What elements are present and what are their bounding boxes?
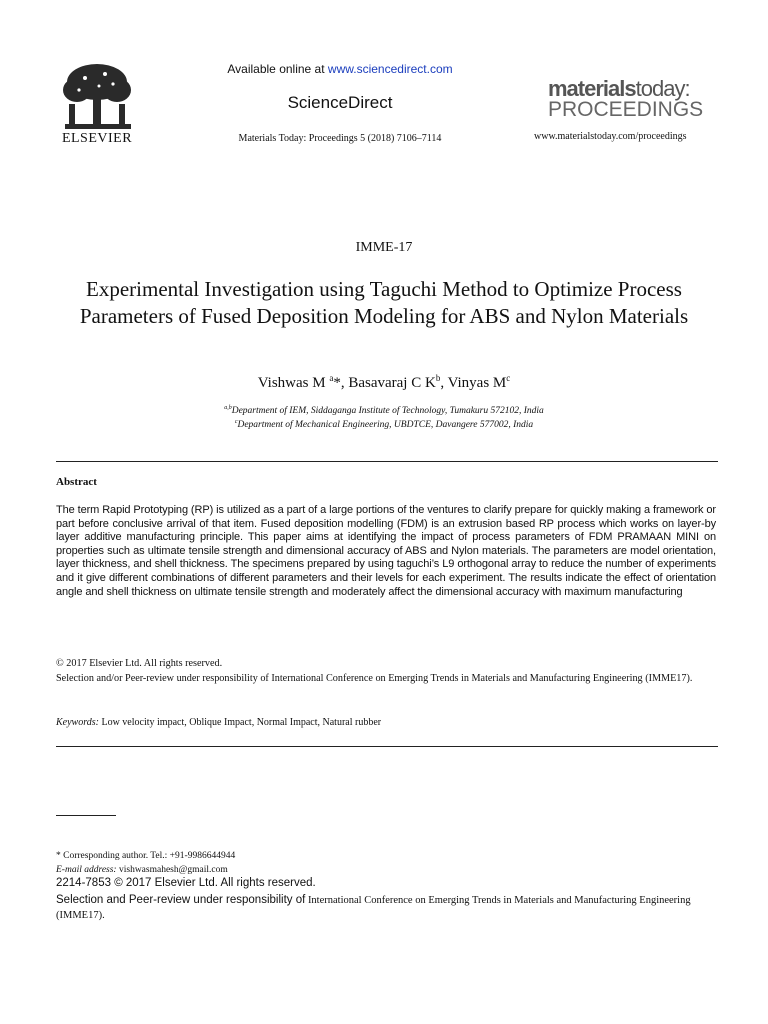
elsevier-wordmark: ELSEVIER	[61, 131, 133, 146]
divider	[56, 746, 718, 747]
paper-title: Experimental Investigation using Taguchi Method to Optimize Process Parameters of Fused Deposition Modeling for ABS and Nylon Materials	[79, 277, 689, 328]
keywords-line	[56, 717, 381, 728]
copyright-line: © 2017 Elsevier Ltd. All rights reserved.	[56, 658, 223, 669]
journal-reference: Materials Today: Proceedings 5 (2018) 7106–7114	[238, 133, 442, 144]
affiliation	[0, 405, 768, 416]
affiliation	[0, 419, 768, 430]
copyright-block	[56, 657, 716, 686]
mt-logo-proceedings: PROCEEDINGS	[548, 98, 704, 121]
sciencedirect-brand: ScienceDirect	[287, 93, 393, 112]
divider	[56, 461, 718, 462]
affiliation-sup: c	[234, 419, 238, 425]
affiliation-text: Department of IEM, Siddaganga Institute of Technology, Tumakuru 572102, India	[231, 406, 544, 417]
conference-label: IMME-17	[355, 240, 413, 255]
available-online-line	[0, 62, 680, 76]
abstract-body: The term Rapid Prototyping (RP) is utilized as a part of a large portions of the ventures to clarify prepare for quickly making a framework or part before conclusive arrival of that item. Fused deposition modelling (FDM) is an extrusion based RP process which works on layer-by layer additive manufacturing principle. This paper aims at identifying the impact of process parameters of FDM PRAMAAN MINI on properties such as ultimate tensile strength and dimensional accuracy of ABS and Nylon materials. The parameters are model orientation, layer thickness, and shell thickness. The specimens prepared by using taguchi’s L9 orthogonal array to reduce the number of experiments and it give different combinations of different parameters and their levels for each experiment. The results indicate the effect of orientation angle and shell thickness on ultimate tensile strength and moderately affect the dimensional accuracy with maximum manufacturing	[56, 504, 716, 598]
affiliation-sup: a,b	[224, 405, 232, 411]
author-sup: a	[329, 373, 334, 383]
email-address[interactable]: vishwasmahesh@gmail.com	[116, 865, 228, 875]
materials-today-url[interactable]: www.materialstoday.com/proceedings	[534, 131, 687, 142]
peer-review-line: Selection and/or Peer-review under responsibility of International Conference on Emerging Trends in Materials and Manufacturing Engineering (IMME17).	[56, 672, 693, 684]
mt-logo-bold: materials	[548, 76, 636, 101]
materials-today-logo	[548, 78, 703, 120]
selection-lead: Selection and Peer-review under responsibility of	[56, 894, 306, 906]
abstract-heading: Abstract	[56, 476, 97, 488]
author-name: Basavaraj C K	[348, 375, 436, 391]
footnote-rule	[56, 815, 116, 816]
mt-logo-light: today:	[635, 76, 690, 101]
selection-rest: International Conference on Emerging Trends in Materials and Manufacturing Engineering (IMME17).	[56, 895, 691, 921]
keywords-label: Keywords:	[56, 717, 99, 728]
issn-line: 2214-7853 © 2017 Elsevier Ltd. All rights reserved.	[56, 877, 316, 889]
author-sup: b	[435, 373, 441, 383]
author-list	[0, 373, 768, 392]
corresponding-author: * Corresponding author. Tel.: +91-9986644944	[56, 851, 236, 861]
available-prefix: Available online at	[227, 62, 328, 76]
author-separator: ,	[440, 375, 448, 391]
author-name: Vinyas M	[447, 375, 507, 391]
keywords-text: Low velocity impact, Oblique Impact, Normal Impact, Natural rubber	[98, 717, 382, 728]
author-name: Vishwas M	[257, 375, 330, 391]
email-label: E-mail address:	[56, 865, 117, 875]
author-separator: *,	[333, 375, 349, 391]
sciencedirect-link[interactable]: www.sciencedirect.com	[327, 62, 453, 76]
author-sup: c	[506, 373, 511, 383]
affiliation-text: Department of Mechanical Engineering, UBDTCE, Davangere 577002, India	[237, 420, 534, 431]
selection-footnote	[56, 893, 716, 923]
email-line	[56, 865, 228, 875]
